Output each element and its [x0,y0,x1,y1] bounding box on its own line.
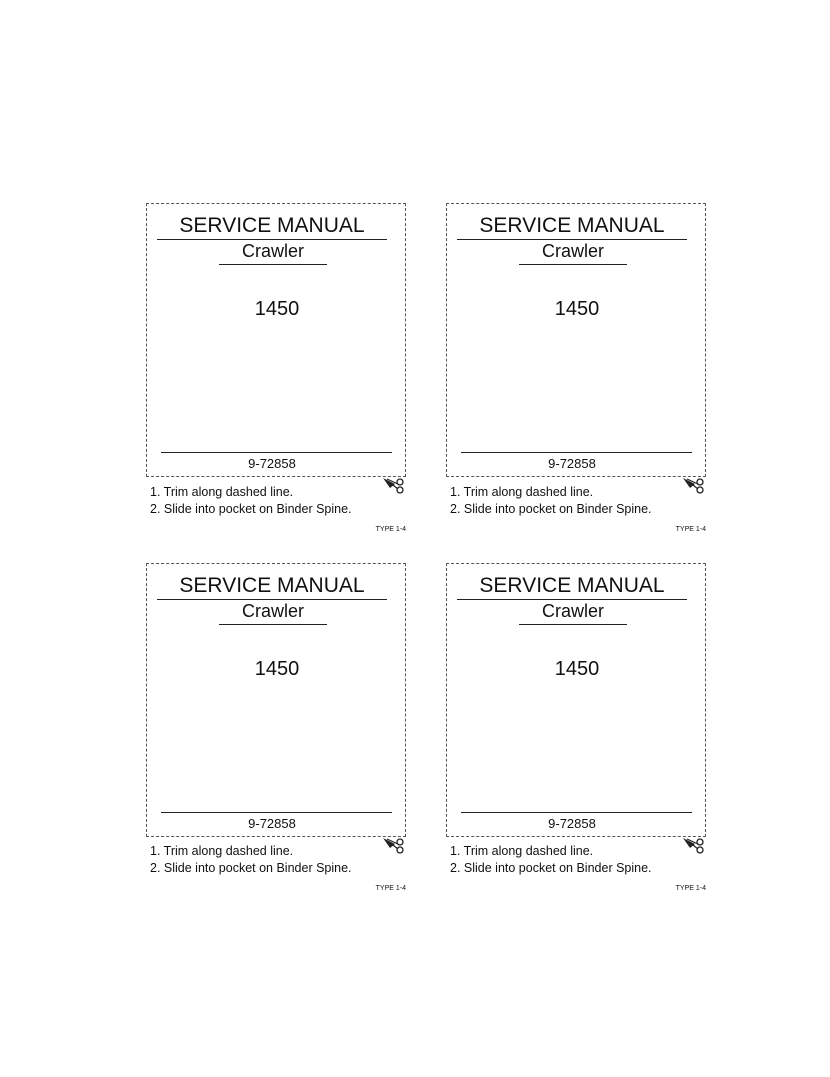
card-title: SERVICE MANUAL [157,574,387,600]
spine-card [446,203,706,477]
instructions [150,484,410,518]
part-number: 9-72858 [548,816,596,831]
spine-card [446,563,706,837]
card-title: SERVICE MANUAL [157,214,387,240]
spine-card [146,203,406,477]
part-number-rule [161,452,392,453]
part-number: 9-72858 [248,816,296,831]
instructions [150,843,410,877]
instruction-line: 2. Slide into pocket on Binder Spine. [450,861,652,875]
card-subtitle: Crawler [519,600,627,625]
instruction-line: 2. Slide into pocket on Binder Spine. [450,502,652,516]
card-subtitle: Crawler [519,240,627,265]
part-number-rule [161,812,392,813]
type-label: TYPE 1-4 [375,885,406,892]
instructions [450,843,710,877]
card-subtitle: Crawler [219,240,327,265]
model-number: 1450 [554,658,600,680]
card-title: SERVICE MANUAL [457,214,687,240]
model-number: 1450 [554,298,600,320]
instruction-line: 1. Trim along dashed line. [450,844,594,858]
instruction-line: 1. Trim along dashed line. [150,485,294,499]
instruction-line: 1. Trim along dashed line. [450,485,594,499]
type-label: TYPE 1-4 [675,526,706,533]
type-label: TYPE 1-4 [675,885,706,892]
part-number: 9-72858 [548,456,596,471]
model-number: 1450 [254,658,300,680]
card-title: SERVICE MANUAL [457,574,687,600]
instruction-line: 1. Trim along dashed line. [150,844,294,858]
part-number-rule [461,452,692,453]
part-number-rule [461,812,692,813]
card-subtitle: Crawler [219,600,327,625]
instruction-line: 2. Slide into pocket on Binder Spine. [150,502,352,516]
instruction-line: 2. Slide into pocket on Binder Spine. [150,861,352,875]
model-number: 1450 [254,298,300,320]
part-number: 9-72858 [248,456,296,471]
type-label: TYPE 1-4 [375,526,406,533]
instructions [450,484,710,518]
spine-card [146,563,406,837]
